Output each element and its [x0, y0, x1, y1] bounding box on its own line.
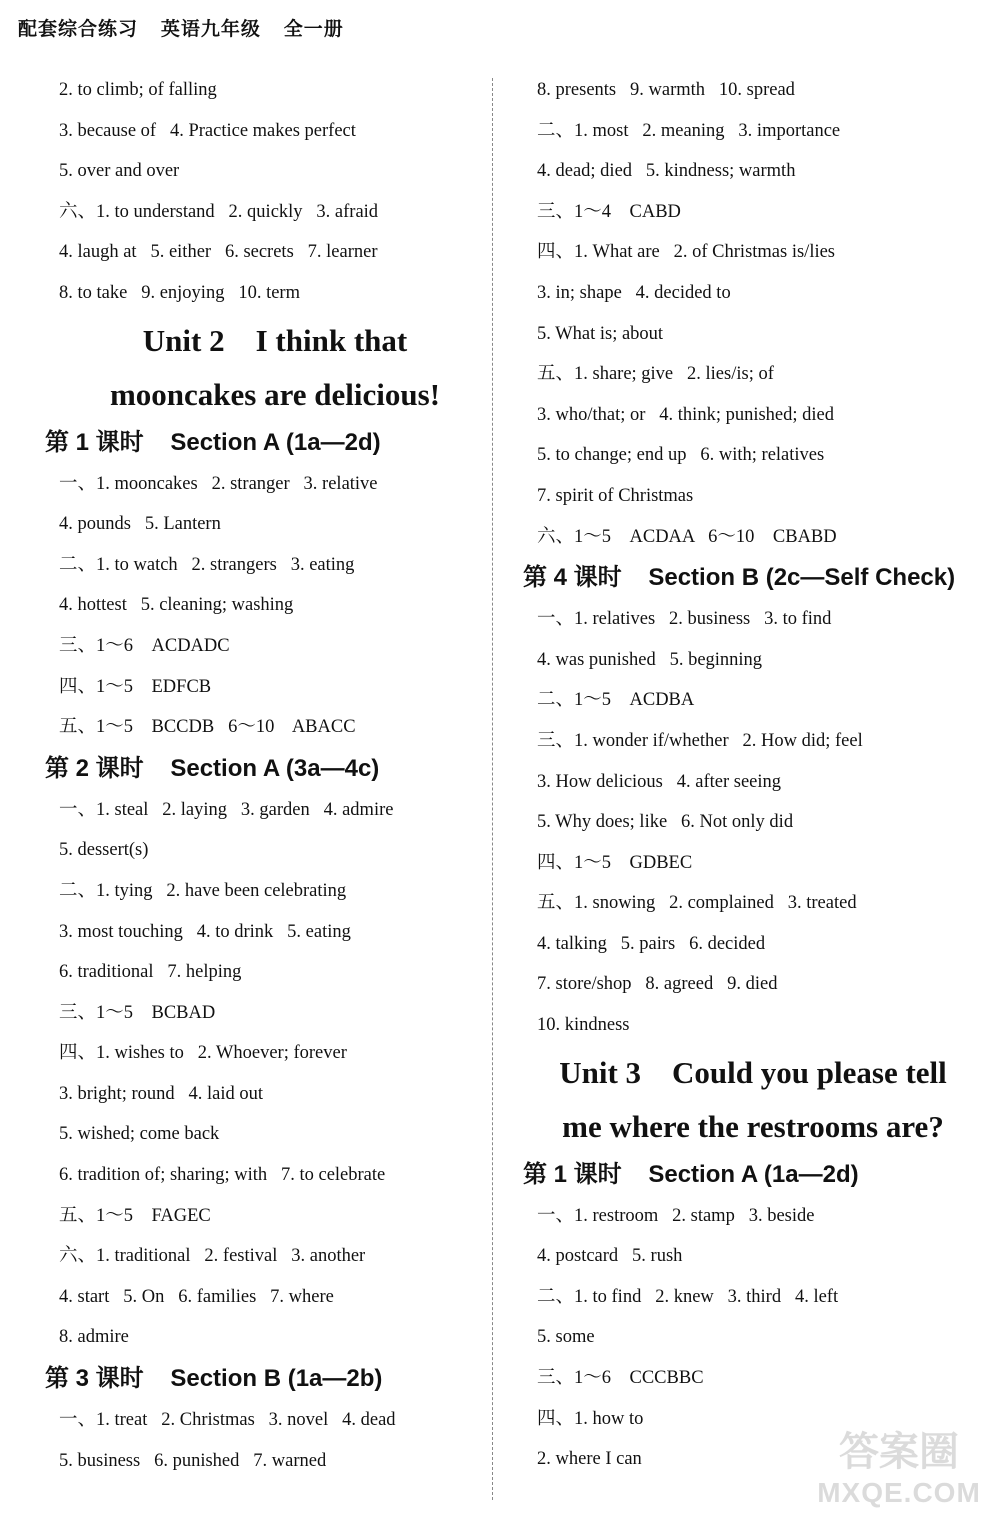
answer-line: 一、1. mooncakes 2. stranger 3. relative	[59, 473, 378, 494]
answer-line: 3. bright; round 4. laid out	[59, 1083, 263, 1104]
answer-line: 一、1. restroom 2. stamp 3. beside	[537, 1205, 815, 1226]
section-heading: 第 1 课时 Section A (1a—2d)	[523, 1160, 859, 1188]
watermark	[804, 1428, 994, 1518]
answer-line: 8. to take 9. enjoying 10. term	[59, 282, 300, 303]
answer-line: 一、1. treat 2. Christmas 3. novel 4. dead	[59, 1410, 396, 1431]
answer-line: 四、1. how to	[537, 1408, 644, 1429]
answer-line: 六、1～5 ACDAA 6～10 CBABD	[537, 526, 837, 547]
section-heading: 第 3 课时 Section B (1a—2b)	[45, 1365, 383, 1393]
answer-line: 六、1. to understand 2. quickly 3. afraid	[59, 201, 379, 222]
answer-line: 4. talking 5. pairs 6. decided	[537, 933, 766, 954]
answer-line: 二、1～5 ACDBA	[537, 690, 695, 711]
right-column	[523, 70, 983, 1480]
answer-line: 7. store/shop 8. agreed 9. died	[537, 974, 778, 995]
answer-line: 三、1～6 CCCBBC	[537, 1368, 704, 1389]
answer-line: 三、1～5 BCBAD	[59, 1002, 216, 1023]
answer-line: 4. postcard 5. rush	[537, 1246, 683, 1267]
answer-line: 三、1. wonder if/whether 2. How did; feel	[537, 730, 863, 751]
answer-line: 5. over and over	[59, 161, 180, 182]
answer-line: 五、1. share; give 2. lies/is; of	[537, 364, 774, 385]
answer-line: 五、1～5 FAGEC	[59, 1205, 211, 1226]
unit-title: mooncakes are delicious!	[109, 376, 441, 412]
section-heading: 第 4 课时 Section B (2c—Self Check)	[523, 564, 956, 592]
answer-line: 三、1～4 CABD	[537, 201, 681, 222]
left-column	[45, 70, 505, 1481]
answer-line: 四、1～5 EDFCB	[59, 676, 212, 697]
answer-line: 5. business 6. punished 7. warned	[59, 1450, 327, 1471]
answer-line: 5. to change; end up 6. with; relatives	[537, 445, 825, 466]
unit-title: me where the restrooms are?	[562, 1108, 944, 1144]
answer-line: 二、1. to find 2. knew 3. third 4. left	[537, 1286, 839, 1307]
answer-line: 4. laugh at 5. either 6. secrets 7. learner	[59, 242, 378, 263]
answer-line: 三、1～6 ACDADC	[59, 635, 230, 656]
answer-line: 3. because of 4. Practice makes perfect	[59, 120, 356, 141]
section-heading: 第 2 课时 Section A (3a—4c)	[45, 754, 380, 782]
answer-line: 10. kindness	[537, 1015, 630, 1036]
answer-line: 五、1. snowing 2. complained 3. treated	[537, 893, 857, 914]
answer-line: 5. Why does; like 6. Not only did	[537, 812, 794, 833]
answer-line: 一、1. steal 2. laying 3. garden 4. admire	[59, 799, 394, 820]
answer-line: 3. who/that; or 4. think; punished; died	[537, 404, 835, 425]
answer-line: 二、1. to watch 2. strangers 3. eating	[59, 554, 355, 575]
answer-line: 7. spirit of Christmas	[537, 485, 694, 506]
answer-line: 四、1. wishes to 2. Whoever; forever	[59, 1043, 347, 1064]
answer-line: 4. was punished 5. beginning	[537, 649, 763, 670]
answer-line: 6. tradition of; sharing; with 7. to celebrate	[59, 1165, 386, 1186]
answer-line: 四、1. What are 2. of Christmas is/lies	[537, 242, 836, 263]
answer-line: 5. dessert(s)	[59, 840, 149, 861]
answer-line: 4. dead; died 5. kindness; warmth	[537, 161, 796, 182]
answer-line: 5. some	[537, 1327, 595, 1348]
answer-line: 6. traditional 7. helping	[59, 962, 242, 983]
answer-line: 4. hottest 5. cleaning; washing	[59, 595, 294, 616]
watermark-en: MXQE.COM	[817, 1477, 981, 1508]
page-header: 配套综合练习 英语九年级 全一册	[18, 18, 344, 40]
answer-line: 2. to climb; of falling	[59, 80, 217, 100]
answer-line: 3. most touching 4. to drink 5. eating	[59, 921, 351, 942]
answer-line: 5. What is; about	[537, 323, 664, 344]
answer-line: 5. wished; come back	[59, 1124, 220, 1145]
answer-line: 4. start 5. On 6. families 7. where	[59, 1286, 334, 1307]
unit-title: Unit 3 Could you please tell	[559, 1054, 947, 1090]
answer-line: 8. presents 9. warmth 10. spread	[537, 80, 795, 100]
answer-line: 3. How delicious 4. after seeing	[537, 771, 782, 792]
answer-line: 3. in; shape 4. decided to	[537, 282, 731, 303]
answer-line: 二、1. most 2. meaning 3. importance	[537, 120, 841, 141]
answer-line: 2. where I can	[537, 1449, 642, 1470]
answer-line: 4. pounds 5. Lantern	[59, 514, 221, 535]
answer-line: 8. admire	[59, 1327, 129, 1348]
watermark-cn: 答案圈	[839, 1429, 959, 1475]
answer-line: 二、1. tying 2. have been celebrating	[59, 880, 347, 901]
section-heading: 第 1 课时 Section A (1a—2d)	[45, 428, 381, 456]
answer-line: 五、1～5 BCCDB 6～10 ABACC	[59, 717, 356, 738]
unit-title: Unit 2 I think that	[142, 322, 408, 358]
answer-line: 四、1～5 GDBEC	[537, 852, 693, 873]
answer-line: 一、1. relatives 2. business 3. to find	[537, 609, 832, 630]
answer-line: 六、1. traditional 2. festival 3. another	[59, 1246, 366, 1267]
